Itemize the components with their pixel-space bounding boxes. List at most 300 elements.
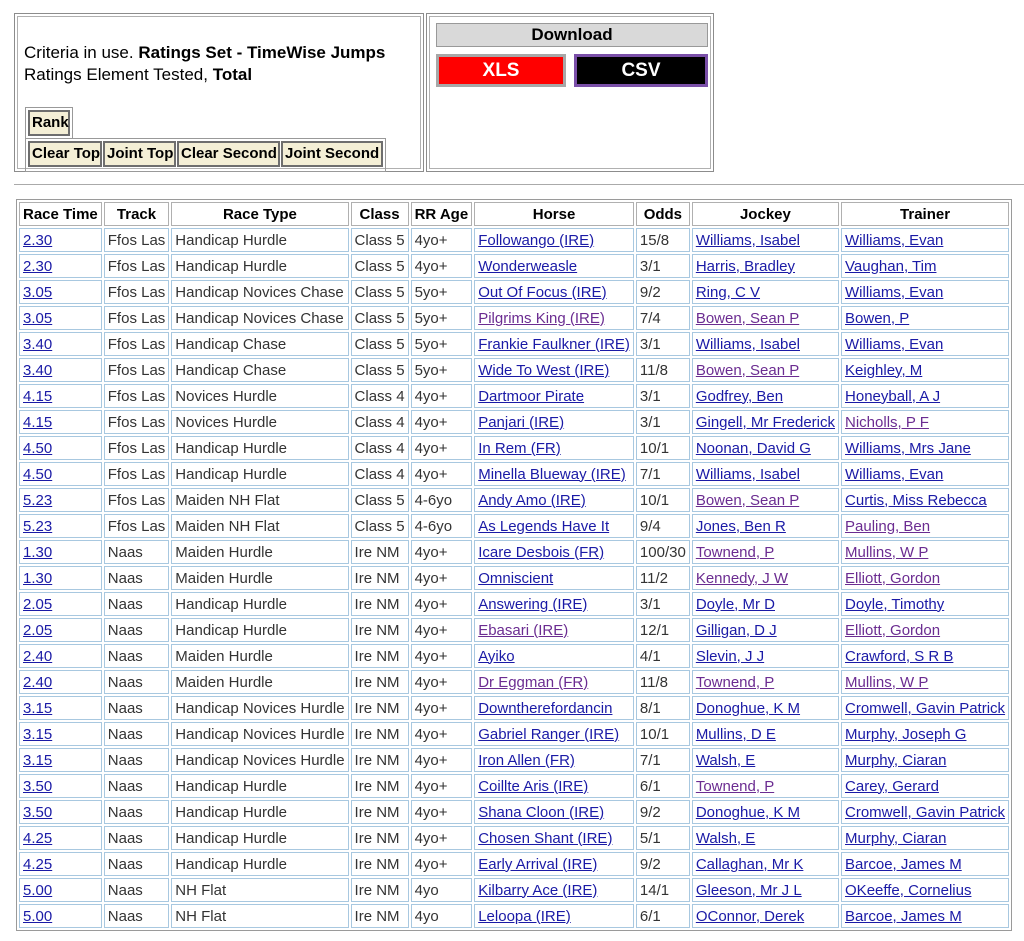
- horse-link[interactable]: Ayiko: [478, 647, 515, 665]
- cell-rr-age: 4yo+: [411, 670, 473, 694]
- col-header-odds[interactable]: Odds: [636, 202, 690, 226]
- horse-link[interactable]: Icare Desbois (FR): [478, 543, 605, 561]
- race-time-link[interactable]: 2.30: [23, 231, 53, 249]
- cell-odds: 3/1: [636, 410, 690, 434]
- horse-link[interactable]: Gabriel Ranger (IRE): [478, 725, 620, 743]
- cell-horse: [474, 566, 634, 590]
- cell-odds: 11/8: [636, 358, 690, 382]
- race-time-link[interactable]: 5.00: [23, 907, 53, 925]
- jockey-link[interactable]: Walsh, E: [695, 829, 756, 847]
- race-time-link[interactable]: 3.15: [23, 725, 53, 743]
- cell-jockey: [692, 358, 839, 382]
- cell-race-type: Handicap Hurdle: [171, 852, 348, 876]
- jockey-link[interactable]: Walsh, E: [695, 751, 756, 769]
- cell-race-time: [19, 670, 102, 694]
- jockey-link[interactable]: Slevin, J J: [695, 647, 765, 665]
- race-time-link[interactable]: 2.30: [23, 257, 53, 275]
- cell-jockey: [692, 566, 839, 590]
- cell-class: Ire NM: [351, 748, 409, 772]
- trainer-link[interactable]: Nicholls, P F: [845, 413, 929, 431]
- cell-odds: 9/2: [636, 852, 690, 876]
- trainer-link[interactable]: Cromwell, Gavin Patrick: [845, 803, 1006, 821]
- trainer-link[interactable]: Vaughan, Tim: [845, 257, 937, 275]
- table-row: [19, 748, 1009, 772]
- table-row: [19, 332, 1009, 356]
- criteria-element-prefix: Ratings Element Tested,: [24, 65, 208, 84]
- cell-class: Class 4: [351, 410, 409, 434]
- cell-class: Ire NM: [351, 566, 409, 590]
- cell-horse: [474, 670, 634, 694]
- race-time-link[interactable]: 4.50: [23, 465, 53, 483]
- cell-class: Ire NM: [351, 878, 409, 902]
- cell-trainer: [841, 696, 1009, 720]
- clear-top-button[interactable]: Clear Top: [28, 141, 102, 167]
- cell-race-type: Handicap Hurdle: [171, 800, 348, 824]
- cell-class: Class 5: [351, 514, 409, 538]
- cell-odds: 9/2: [636, 280, 690, 304]
- cell-jockey: [692, 488, 839, 512]
- results-table: [16, 199, 1012, 931]
- cell-class: Class 5: [351, 358, 409, 382]
- cell-rr-age: 4yo+: [411, 540, 473, 564]
- horse-link[interactable]: As Legends Have It: [478, 517, 610, 535]
- cell-trainer: [841, 514, 1009, 538]
- cell-odds: 11/8: [636, 670, 690, 694]
- cell-odds: 3/1: [636, 254, 690, 278]
- trainer-link[interactable]: Carey, Gerard: [845, 777, 939, 795]
- cell-jockey: [692, 722, 839, 746]
- trainer-link[interactable]: Williams, Evan: [845, 283, 944, 301]
- trainer-link[interactable]: Williams, Evan: [845, 335, 944, 353]
- cell-race-type: Maiden Hurdle: [171, 566, 348, 590]
- cell-trainer: [841, 254, 1009, 278]
- cell-race-time: [19, 384, 102, 408]
- jockey-link[interactable]: Kennedy, J W: [695, 569, 789, 587]
- cell-jockey: [692, 228, 839, 252]
- trainer-link[interactable]: Mullins, W P: [845, 673, 929, 691]
- col-header-horse[interactable]: Horse: [474, 202, 634, 226]
- trainer-link[interactable]: Mullins, W P: [845, 543, 929, 561]
- table-row: [19, 592, 1009, 616]
- cell-jockey: [692, 644, 839, 668]
- table-row: [19, 904, 1009, 928]
- horse-link[interactable]: Omniscient: [478, 569, 554, 587]
- cell-track: Ffos Las: [104, 280, 170, 304]
- cell-race-time: [19, 644, 102, 668]
- cell-race-time: [19, 800, 102, 824]
- cell-class: Class 5: [351, 488, 409, 512]
- cell-horse: [474, 800, 634, 824]
- jockey-link[interactable]: Williams, Isabel: [695, 465, 800, 483]
- cell-class: Class 4: [351, 436, 409, 460]
- cell-horse: [474, 696, 634, 720]
- horse-link[interactable]: Minella Blueway (IRE): [478, 465, 626, 483]
- jockey-link[interactable]: Noonan, David G: [695, 439, 811, 457]
- cell-race-type: Novices Hurdle: [171, 384, 348, 408]
- cell-odds: 11/2: [636, 566, 690, 590]
- race-time-link[interactable]: 3.40: [23, 361, 53, 379]
- jockey-link[interactable]: Townend, P: [695, 777, 775, 795]
- cell-race-type: Maiden NH Flat: [171, 514, 348, 538]
- col-header-rr-age[interactable]: RR Age: [411, 202, 473, 226]
- cell-trainer: [841, 462, 1009, 486]
- cell-class: Class 4: [351, 384, 409, 408]
- clear-second-button[interactable]: Clear Second: [177, 141, 280, 167]
- table-row: [19, 800, 1009, 824]
- cell-race-time: [19, 826, 102, 850]
- cell-horse: [474, 852, 634, 876]
- cell-race-type: Handicap Hurdle: [171, 774, 348, 798]
- cell-odds: 7/1: [636, 462, 690, 486]
- cell-race-type: NH Flat: [171, 904, 348, 928]
- cell-race-time: [19, 280, 102, 304]
- cell-jockey: [692, 826, 839, 850]
- horse-link[interactable]: Iron Allen (FR): [478, 751, 575, 769]
- cell-odds: 3/1: [636, 592, 690, 616]
- col-header-trainer[interactable]: Trainer: [841, 202, 1009, 226]
- cell-race-time: [19, 410, 102, 434]
- col-header-track[interactable]: Track: [104, 202, 170, 226]
- cell-race-type: Maiden Hurdle: [171, 670, 348, 694]
- cell-jockey: [692, 254, 839, 278]
- cell-race-type: Maiden NH Flat: [171, 488, 348, 512]
- horse-link[interactable]: Frankie Faulkner (IRE): [478, 335, 630, 353]
- cell-track: Ffos Las: [104, 332, 170, 356]
- cell-track: Naas: [104, 540, 170, 564]
- race-time-link[interactable]: 4.25: [23, 855, 53, 873]
- race-time-link[interactable]: 3.05: [23, 309, 53, 327]
- col-header-race-time[interactable]: Race Time: [19, 202, 102, 226]
- jockey-link[interactable]: Doyle, Mr D: [695, 595, 775, 613]
- horse-link[interactable]: Out Of Focus (IRE): [478, 283, 607, 301]
- cell-track: Naas: [104, 904, 170, 928]
- horse-link[interactable]: Dartmoor Pirate: [478, 387, 585, 405]
- table-row: [19, 384, 1009, 408]
- cell-race-time: [19, 722, 102, 746]
- jockey-link[interactable]: Donoghue, K M: [695, 699, 801, 717]
- race-time-link[interactable]: 4.25: [23, 829, 53, 847]
- race-time-link[interactable]: 2.05: [23, 595, 53, 613]
- joint-top-button[interactable]: Joint Top: [103, 141, 176, 167]
- cell-jockey: [692, 540, 839, 564]
- cell-class: Ire NM: [351, 800, 409, 824]
- cell-trainer: [841, 852, 1009, 876]
- race-time-link[interactable]: 1.30: [23, 569, 53, 587]
- cell-rr-age: 4yo+: [411, 618, 473, 642]
- cell-class: Ire NM: [351, 618, 409, 642]
- race-time-link[interactable]: 1.30: [23, 543, 53, 561]
- cell-rr-age: 4yo+: [411, 826, 473, 850]
- race-time-link[interactable]: 5.23: [23, 517, 53, 535]
- jockey-link[interactable]: Bowen, Sean P: [695, 491, 800, 509]
- cell-rr-age: 4yo+: [411, 566, 473, 590]
- cell-trainer: [841, 644, 1009, 668]
- criteria-element: Total: [212, 65, 253, 84]
- horse-link[interactable]: Early Arrival (IRE): [478, 855, 598, 873]
- cell-track: Naas: [104, 566, 170, 590]
- csv-download-button[interactable]: CSV: [574, 54, 708, 87]
- cell-trainer: [841, 566, 1009, 590]
- jockey-link[interactable]: Gilligan, D J: [695, 621, 777, 639]
- jockey-link[interactable]: Townend, P: [695, 673, 775, 691]
- race-time-link[interactable]: 2.05: [23, 621, 53, 639]
- cell-track: Ffos Las: [104, 384, 170, 408]
- cell-track: Ffos Las: [104, 358, 170, 382]
- cell-odds: 9/2: [636, 800, 690, 824]
- joint-second-button[interactable]: Joint Second: [281, 141, 383, 167]
- cell-race-type: Handicap Hurdle: [171, 254, 348, 278]
- col-header-jockey[interactable]: Jockey: [692, 202, 839, 226]
- cell-track: Naas: [104, 644, 170, 668]
- race-time-link[interactable]: 2.40: [23, 673, 53, 691]
- cell-jockey: [692, 618, 839, 642]
- horse-link[interactable]: Leloopa (IRE): [478, 907, 571, 925]
- horse-link[interactable]: Pilgrims King (IRE): [478, 309, 605, 327]
- jockey-link[interactable]: Williams, Isabel: [695, 335, 800, 353]
- horse-link[interactable]: Wide To West (IRE): [478, 361, 610, 379]
- cell-jockey: [692, 904, 839, 928]
- cell-rr-age: 4yo+: [411, 436, 473, 460]
- cell-horse: [474, 306, 634, 330]
- cell-horse: [474, 384, 634, 408]
- cell-class: Ire NM: [351, 774, 409, 798]
- trainer-link[interactable]: Doyle, Timothy: [845, 595, 945, 613]
- cell-jockey: [692, 748, 839, 772]
- trainer-link[interactable]: Curtis, Miss Rebecca: [845, 491, 987, 509]
- cell-rr-age: 4yo+: [411, 722, 473, 746]
- criteria-ratings-set: Ratings Set - TimeWise Jumps: [138, 43, 386, 62]
- trainer-link[interactable]: Murphy, Joseph G: [845, 725, 967, 743]
- race-time-link[interactable]: 4.15: [23, 413, 53, 431]
- cell-odds: 4/1: [636, 644, 690, 668]
- cell-race-type: Handicap Hurdle: [171, 462, 348, 486]
- horse-link[interactable]: Wonderweasle: [478, 257, 578, 275]
- cell-rr-age: 4-6yo: [411, 488, 473, 512]
- cell-track: Ffos Las: [104, 228, 170, 252]
- cell-horse: [474, 904, 634, 928]
- cell-class: Ire NM: [351, 540, 409, 564]
- trainer-link[interactable]: Barcoe, James M: [845, 855, 962, 873]
- criteria-ratings-set-line: [24, 43, 385, 63]
- cell-race-type: Handicap Novices Chase: [171, 280, 348, 304]
- race-time-link[interactable]: 3.40: [23, 335, 53, 353]
- jockey-link[interactable]: Callaghan, Mr K: [695, 855, 804, 873]
- jockey-link[interactable]: Mullins, D E: [695, 725, 776, 743]
- cell-trainer: [841, 904, 1009, 928]
- col-header-class[interactable]: Class: [351, 202, 409, 226]
- cell-class: Ire NM: [351, 852, 409, 876]
- cell-track: Naas: [104, 878, 170, 902]
- cell-trainer: [841, 826, 1009, 850]
- horse-link[interactable]: Downtherefordancin: [478, 699, 613, 717]
- cell-jockey: [692, 774, 839, 798]
- cell-track: Ffos Las: [104, 462, 170, 486]
- table-row: [19, 566, 1009, 590]
- race-time-link[interactable]: 3.50: [23, 803, 53, 821]
- cell-class: Ire NM: [351, 826, 409, 850]
- cell-trainer: [841, 488, 1009, 512]
- cell-horse: [474, 488, 634, 512]
- cell-race-time: [19, 904, 102, 928]
- table-row: [19, 306, 1009, 330]
- table-row: [19, 254, 1009, 278]
- cell-race-time: [19, 852, 102, 876]
- horse-link[interactable]: In Rem (FR): [478, 439, 561, 457]
- cell-trainer: [841, 280, 1009, 304]
- race-time-link[interactable]: 3.15: [23, 699, 53, 717]
- criteria-panel-inner: [17, 16, 421, 169]
- cell-jockey: [692, 696, 839, 720]
- cell-class: Class 5: [351, 228, 409, 252]
- table-row: [19, 280, 1009, 304]
- jockey-link[interactable]: Jones, Ben R: [695, 517, 786, 535]
- cell-horse: [474, 462, 634, 486]
- trainer-link[interactable]: Cromwell, Gavin Patrick: [845, 699, 1006, 717]
- cell-horse: [474, 774, 634, 798]
- cell-horse: [474, 228, 634, 252]
- race-time-link[interactable]: 4.50: [23, 439, 53, 457]
- jockey-link[interactable]: Gingell, Mr Frederick: [695, 413, 836, 431]
- cell-trainer: [841, 332, 1009, 356]
- cell-track: Naas: [104, 826, 170, 850]
- race-time-link[interactable]: 3.15: [23, 751, 53, 769]
- cell-race-type: Handicap Chase: [171, 358, 348, 382]
- horse-link[interactable]: Andy Amo (IRE): [478, 491, 586, 509]
- xls-download-button[interactable]: XLS: [436, 54, 566, 87]
- cell-race-type: Novices Hurdle: [171, 410, 348, 434]
- cell-rr-age: 4-6yo: [411, 514, 473, 538]
- cell-race-type: Handicap Hurdle: [171, 228, 348, 252]
- cell-horse: [474, 878, 634, 902]
- trainer-link[interactable]: Williams, Evan: [845, 231, 944, 249]
- horse-link[interactable]: Ebasari (IRE): [478, 621, 569, 639]
- cell-horse: [474, 514, 634, 538]
- trainer-link[interactable]: Williams, Mrs Jane: [845, 439, 971, 457]
- cell-trainer: [841, 670, 1009, 694]
- cell-rr-age: 4yo+: [411, 592, 473, 616]
- jockey-link[interactable]: Bowen, Sean P: [695, 309, 800, 327]
- horse-link[interactable]: Chosen Shant (IRE): [478, 829, 613, 847]
- cell-rr-age: 4yo+: [411, 644, 473, 668]
- cell-jockey: [692, 670, 839, 694]
- trainer-link[interactable]: OKeeffe, Cornelius: [845, 881, 972, 899]
- horse-link[interactable]: Panjari (IRE): [478, 413, 565, 431]
- rank-button[interactable]: Rank: [28, 110, 70, 136]
- cell-track: Naas: [104, 748, 170, 772]
- cell-rr-age: 4yo: [411, 878, 473, 902]
- jockey-link[interactable]: Ring, C V: [695, 283, 761, 301]
- cell-trainer: [841, 748, 1009, 772]
- cell-trainer: [841, 306, 1009, 330]
- cell-odds: 3/1: [636, 332, 690, 356]
- cell-track: Naas: [104, 852, 170, 876]
- race-time-link[interactable]: 3.05: [23, 283, 53, 301]
- horse-link[interactable]: Shana Cloon (IRE): [478, 803, 605, 821]
- cell-jockey: [692, 280, 839, 304]
- cell-race-time: [19, 566, 102, 590]
- cell-horse: [474, 280, 634, 304]
- trainer-link[interactable]: Honeyball, A J: [845, 387, 941, 405]
- cell-trainer: [841, 436, 1009, 460]
- trainer-link[interactable]: Pauling, Ben: [845, 517, 931, 535]
- criteria-panel: [14, 13, 424, 172]
- horse-link[interactable]: Kilbarry Ace (IRE): [478, 881, 598, 899]
- jockey-link[interactable]: OConnor, Derek: [695, 907, 805, 925]
- race-time-link[interactable]: 2.40: [23, 647, 53, 665]
- cell-horse: [474, 618, 634, 642]
- trainer-link[interactable]: Elliott, Gordon: [845, 621, 941, 639]
- trainer-link[interactable]: Crawford, S R B: [845, 647, 954, 665]
- cell-track: Naas: [104, 722, 170, 746]
- cell-class: Class 5: [351, 280, 409, 304]
- cell-odds: 8/1: [636, 696, 690, 720]
- download-panel: [426, 13, 714, 172]
- cell-track: Ffos Las: [104, 254, 170, 278]
- horse-link[interactable]: Dr Eggman (FR): [478, 673, 589, 691]
- race-time-link[interactable]: 3.50: [23, 777, 53, 795]
- horse-link[interactable]: Answering (IRE): [478, 595, 588, 613]
- cell-horse: [474, 436, 634, 460]
- trainer-link[interactable]: Elliott, Gordon: [845, 569, 941, 587]
- jockey-link[interactable]: Godfrey, Ben: [695, 387, 784, 405]
- cell-odds: 6/1: [636, 904, 690, 928]
- horse-link[interactable]: Followango (IRE): [478, 231, 595, 249]
- cell-odds: 10/1: [636, 722, 690, 746]
- jockey-link[interactable]: Williams, Isabel: [695, 231, 800, 249]
- trainer-link[interactable]: Barcoe, James M: [845, 907, 962, 925]
- col-header-race-type[interactable]: Race Type: [171, 202, 348, 226]
- cell-race-time: [19, 540, 102, 564]
- table-row: [19, 462, 1009, 486]
- cell-horse: [474, 748, 634, 772]
- horse-link[interactable]: Coillte Aris (IRE): [478, 777, 589, 795]
- cell-race-time: [19, 488, 102, 512]
- jockey-link[interactable]: Gleeson, Mr J L: [695, 881, 802, 899]
- cell-track: Naas: [104, 592, 170, 616]
- jockey-link[interactable]: Townend, P: [695, 543, 775, 561]
- table-row: [19, 852, 1009, 876]
- cell-rr-age: 4yo+: [411, 254, 473, 278]
- cell-odds: 6/1: [636, 774, 690, 798]
- cell-race-time: [19, 774, 102, 798]
- cell-race-time: [19, 592, 102, 616]
- cell-odds: 100/30: [636, 540, 690, 564]
- cell-rr-age: 4yo+: [411, 462, 473, 486]
- race-time-link[interactable]: 4.15: [23, 387, 53, 405]
- jockey-link[interactable]: Donoghue, K M: [695, 803, 801, 821]
- table-row: [19, 670, 1009, 694]
- trainer-link[interactable]: Bowen, P: [845, 309, 910, 327]
- cell-horse: [474, 540, 634, 564]
- cell-rr-age: 4yo+: [411, 748, 473, 772]
- race-time-link[interactable]: 5.23: [23, 491, 53, 509]
- race-time-link[interactable]: 5.00: [23, 881, 53, 899]
- trainer-link[interactable]: Murphy, Ciaran: [845, 829, 947, 847]
- cell-rr-age: 4yo+: [411, 774, 473, 798]
- cell-jockey: [692, 384, 839, 408]
- jockey-link[interactable]: Bowen, Sean P: [695, 361, 800, 379]
- trainer-link[interactable]: Murphy, Ciaran: [845, 751, 947, 769]
- jockey-link[interactable]: Harris, Bradley: [695, 257, 796, 275]
- trainer-link[interactable]: Keighley, M: [845, 361, 923, 379]
- section-divider: [14, 184, 1024, 185]
- cell-trainer: [841, 774, 1009, 798]
- table-row: [19, 722, 1009, 746]
- cell-jockey: [692, 878, 839, 902]
- cell-race-type: Handicap Novices Hurdle: [171, 722, 348, 746]
- trainer-link[interactable]: Williams, Evan: [845, 465, 944, 483]
- cell-trainer: [841, 358, 1009, 382]
